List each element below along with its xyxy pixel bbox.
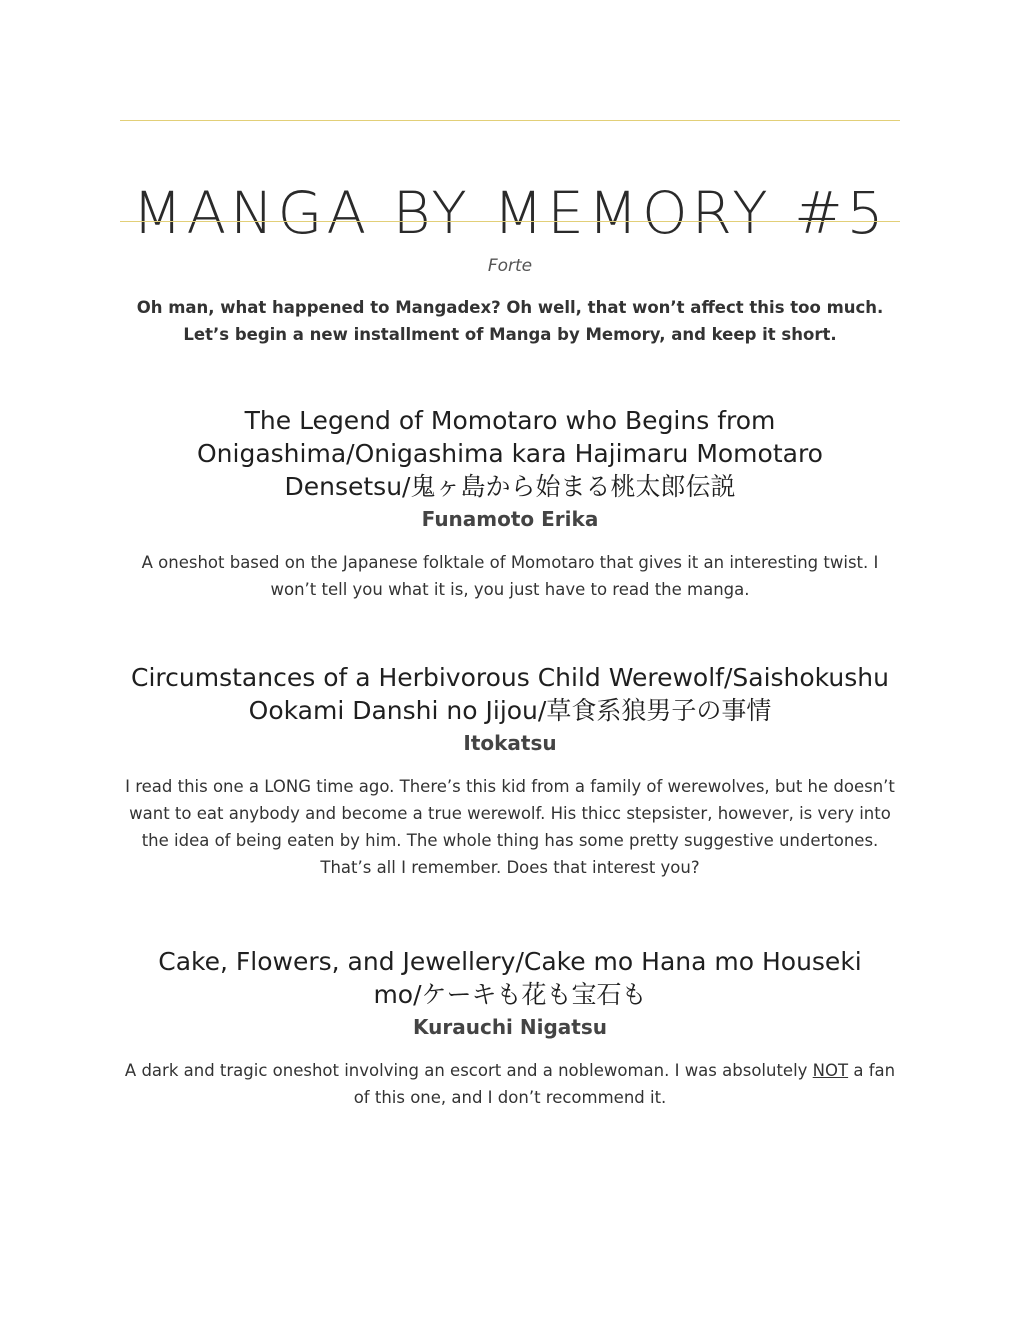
- manga-title-line: Cake, Flowers, and Jewellery/Cake mo Hana mo Houseki: [158, 947, 862, 976]
- intro-paragraph: Oh man, what happened to Mangadex? Oh well, that won’t affect this too much. Let’s begin a new installment of Manga by Memory, and keep it short.: [136, 298, 884, 344]
- manga-entry: [120, 661, 900, 881]
- manga-description-text: a fan of this one, and I don’t recommend it.: [353, 1061, 896, 1107]
- manga-title-line: Onigashima/Onigashima kara Hajimaru Momotaro: [197, 439, 823, 468]
- manga-description: I read this one a LONG time ago. There’s this kid from a family of werewolves, but he doesn’t want to eat anybody and become a true werewolf. His thicc stepsister, however, is very into the idea of being eaten by him. The whole thing has some pretty suggestive undertones. That’s all I remember. Does that interest you?: [125, 777, 895, 877]
- manga-entry: [120, 945, 900, 1111]
- manga-title: [120, 404, 900, 503]
- byline: Forte: [487, 256, 533, 276]
- manga-author: Kurauchi Nigatsu: [412, 1015, 607, 1039]
- manga-title-line: mo/ケーキも花も宝石も: [373, 980, 647, 1009]
- manga-description-emphasis: NOT: [812, 1061, 849, 1080]
- manga-author: Itokatsu: [463, 731, 557, 755]
- manga-description-text: A dark and tragic oneshot involving an escort and a noblewoman. I was absolutely: [124, 1061, 813, 1080]
- manga-title-line: Ookami Danshi no Jijou/草食系狼男子の事情: [248, 696, 772, 725]
- top-divider: [120, 120, 900, 121]
- manga-description: [120, 1057, 900, 1111]
- manga-title-line: Circumstances of a Herbivorous Child Werewolf/Saishokushu: [131, 663, 889, 692]
- page-title: MANGA BY MEMORY #5: [132, 178, 888, 247]
- manga-title-line: Densetsu/鬼ヶ島から始まる桃太郎伝説: [284, 472, 736, 501]
- manga-entry: [120, 404, 900, 603]
- manga-author: Funamoto Erika: [421, 507, 599, 531]
- manga-description: A oneshot based on the Japanese folktale of Momotaro that gives it an interesting twist. I won’t tell you what it is, you just have to read the manga.: [141, 553, 879, 599]
- manga-title-line: The Legend of Momotaro who Begins from: [244, 406, 776, 435]
- manga-title: [120, 945, 900, 1011]
- manga-title: [120, 661, 900, 727]
- bottom-divider: [120, 221, 900, 222]
